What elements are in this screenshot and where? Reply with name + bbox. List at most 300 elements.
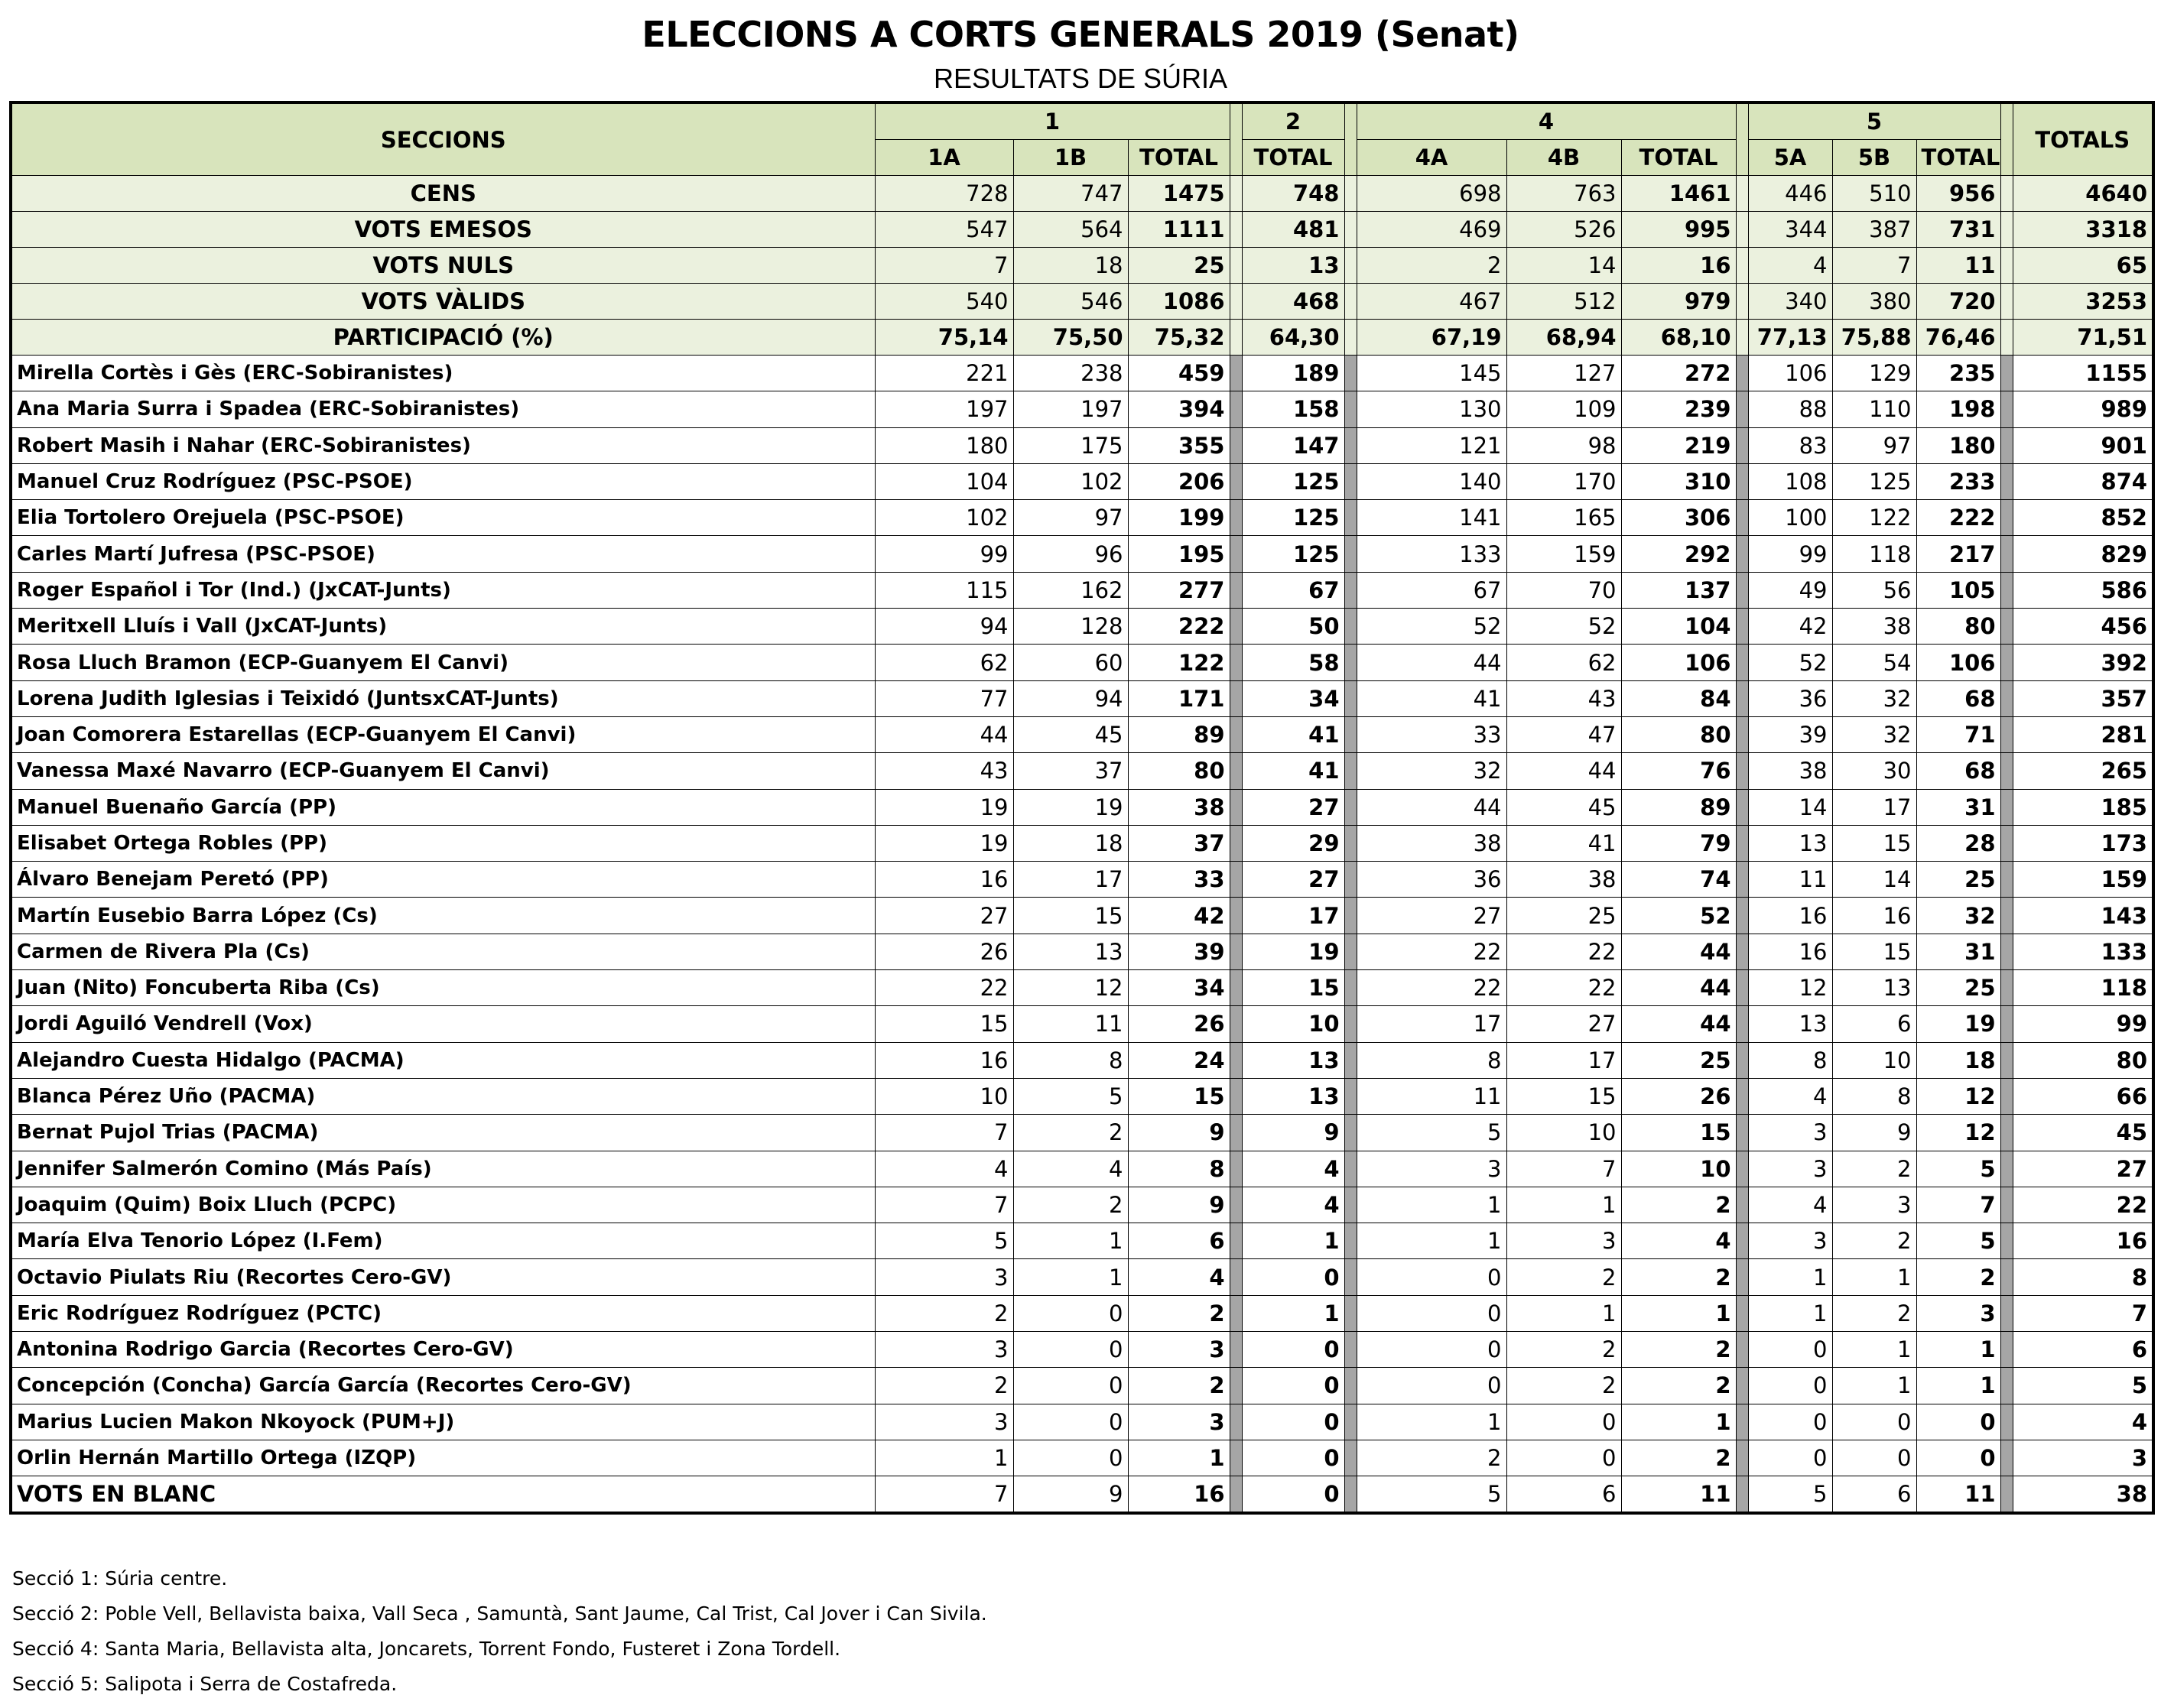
row-label: Mirella Cortès i Gès (ERC-Sobiranistes) xyxy=(11,356,875,391)
cell-value: 852 xyxy=(2013,500,2153,536)
cell-value: 16 xyxy=(875,862,1013,898)
cell-value: 22 xyxy=(875,970,1013,1006)
cell-value: 17 xyxy=(1832,789,1916,825)
row-label: Elia Tortolero Orejuela (PSC-PSOE) xyxy=(11,500,875,536)
cell-value: 0 xyxy=(1013,1368,1128,1404)
cell-value: 79 xyxy=(1621,825,1736,861)
cell-value: 199 xyxy=(1128,500,1230,536)
cell-value: 75,88 xyxy=(1832,320,1916,356)
cell-value: 0 xyxy=(1916,1440,2000,1476)
cell-value: 1 xyxy=(1621,1404,1736,1440)
cell-value: 5 xyxy=(1013,1078,1128,1114)
column-divider xyxy=(1344,1476,1357,1514)
cell-value: 22 xyxy=(2013,1187,2153,1223)
column-divider xyxy=(1230,609,1242,645)
cell-value: 468 xyxy=(1242,284,1344,320)
cell-value: 12 xyxy=(1748,970,1832,1006)
column-divider xyxy=(1736,427,1748,463)
cell-value: 459 xyxy=(1128,356,1230,391)
cell-value: 11 xyxy=(1916,1476,2000,1514)
cell-value: 38 xyxy=(2013,1476,2153,1514)
summary-row xyxy=(11,320,2153,356)
cell-value: 0 xyxy=(1242,1476,1344,1514)
cell-value: 99 xyxy=(2013,1006,2153,1042)
cell-value: 9 xyxy=(1128,1115,1230,1151)
cell-value: 344 xyxy=(1748,212,1832,248)
cell-value: 747 xyxy=(1013,176,1128,212)
column-divider xyxy=(2000,284,2013,320)
cell-value: 159 xyxy=(2013,862,2153,898)
column-divider xyxy=(2000,356,2013,391)
candidate-row xyxy=(11,680,2153,716)
cell-value: 31 xyxy=(1916,789,2000,825)
column-divider xyxy=(1344,1332,1357,1368)
cell-value: 0 xyxy=(1832,1404,1916,1440)
cell-value: 467 xyxy=(1357,284,1506,320)
cell-value: 36 xyxy=(1357,862,1506,898)
cell-value: 34 xyxy=(1242,680,1344,716)
cell-value: 39 xyxy=(1128,934,1230,969)
cell-value: 56 xyxy=(1832,572,1916,608)
row-label: Vanessa Maxé Navarro (ECP-Guanyem El Canvi) xyxy=(11,753,875,789)
cell-value: 15 xyxy=(875,1006,1013,1042)
cell-value: 27 xyxy=(2013,1151,2153,1187)
candidate-row xyxy=(11,1115,2153,1151)
row-label: Ana Maria Surra i Spadea (ERC-Sobiranistes) xyxy=(11,391,875,427)
row-label: Roger Español i Tor (Ind.) (JxCAT-Junts) xyxy=(11,572,875,608)
column-divider xyxy=(2000,1295,2013,1331)
column-divider xyxy=(1344,536,1357,572)
cell-value: 52 xyxy=(1357,609,1506,645)
cell-value: 6 xyxy=(2013,1332,2153,1368)
cell-value: 0 xyxy=(1748,1368,1832,1404)
cell-value: 3 xyxy=(1748,1151,1832,1187)
cell-value: 52 xyxy=(1748,645,1832,680)
cell-value: 720 xyxy=(1916,284,2000,320)
cell-value: 7 xyxy=(2013,1295,2153,1331)
cell-value: 88 xyxy=(1748,391,1832,427)
cell-value: 145 xyxy=(1357,356,1506,391)
column-divider xyxy=(1230,1332,1242,1368)
row-label: Elisabet Ortega Robles (PP) xyxy=(11,825,875,861)
cell-value: 68 xyxy=(1916,680,2000,716)
cell-value: 30 xyxy=(1832,753,1916,789)
cell-value: 75,32 xyxy=(1128,320,1230,356)
column-divider xyxy=(1230,1259,1242,1295)
cell-value: 197 xyxy=(1013,391,1128,427)
cell-value: 222 xyxy=(1916,500,2000,536)
header-totals: TOTALS xyxy=(2013,102,2153,176)
cell-value: 89 xyxy=(1621,789,1736,825)
cell-value: 71 xyxy=(1916,716,2000,752)
cell-value: 17 xyxy=(1242,898,1344,934)
cell-value: 99 xyxy=(875,536,1013,572)
row-label: VOTS EMESOS xyxy=(11,212,875,248)
cell-value: 5 xyxy=(1357,1476,1506,1514)
column-divider xyxy=(1736,789,1748,825)
cell-value: 2 xyxy=(1832,1295,1916,1331)
column-divider xyxy=(2000,1223,2013,1259)
cell-value: 41 xyxy=(1242,753,1344,789)
candidate-row xyxy=(11,753,2153,789)
candidate-row xyxy=(11,1042,2153,1078)
cell-value: 75,14 xyxy=(875,320,1013,356)
cell-value: 16 xyxy=(1748,934,1832,969)
column-divider xyxy=(1344,934,1357,969)
cell-value: 24 xyxy=(1128,1042,1230,1078)
cell-value: 99 xyxy=(1748,536,1832,572)
summary-row xyxy=(11,176,2153,212)
cell-value: 206 xyxy=(1128,463,1230,499)
row-label: Manuel Buenaño García (PP) xyxy=(11,789,875,825)
summary-row xyxy=(11,248,2153,284)
column-divider xyxy=(2000,1006,2013,1042)
header-subcol-5-total: TOTAL xyxy=(1916,140,2000,176)
cell-value: 2 xyxy=(1013,1115,1128,1151)
header-group-5: 5 xyxy=(1748,102,2000,140)
column-divider xyxy=(1230,1115,1242,1151)
cell-value: 7 xyxy=(1506,1151,1621,1187)
cell-value: 12 xyxy=(1916,1078,2000,1114)
column-divider xyxy=(1736,536,1748,572)
cell-value: 265 xyxy=(2013,753,2153,789)
cell-value: 19 xyxy=(1242,934,1344,969)
column-divider xyxy=(1230,102,1242,176)
cell-value: 180 xyxy=(875,427,1013,463)
summary-row xyxy=(11,212,2153,248)
cell-value: 387 xyxy=(1832,212,1916,248)
header-subcol-4-total: TOTAL xyxy=(1621,140,1736,176)
cell-value: 13 xyxy=(1832,970,1916,1006)
cell-value: 15 xyxy=(1832,825,1916,861)
cell-value: 2 xyxy=(1013,1187,1128,1223)
candidate-row xyxy=(11,1259,2153,1295)
row-label: Meritxell Lluís i Vall (JxCAT-Junts) xyxy=(11,609,875,645)
cell-value: 189 xyxy=(1242,356,1344,391)
cell-value: 272 xyxy=(1621,356,1736,391)
cell-value: 0 xyxy=(1013,1440,1128,1476)
cell-value: 94 xyxy=(1013,680,1128,716)
row-label: CENS xyxy=(11,176,875,212)
column-divider xyxy=(1230,248,1242,284)
column-divider xyxy=(2000,1440,2013,1476)
cell-value: 118 xyxy=(1832,536,1916,572)
cell-value: 68,10 xyxy=(1621,320,1736,356)
table-header xyxy=(11,102,2153,176)
cell-value: 102 xyxy=(1013,463,1128,499)
column-divider xyxy=(1344,356,1357,391)
column-divider xyxy=(1736,825,1748,861)
cell-value: 71,51 xyxy=(2013,320,2153,356)
cell-value: 104 xyxy=(875,463,1013,499)
column-divider xyxy=(1230,753,1242,789)
column-divider xyxy=(1344,789,1357,825)
cell-value: 238 xyxy=(1013,356,1128,391)
cell-value: 19 xyxy=(875,789,1013,825)
cell-value: 0 xyxy=(1357,1295,1506,1331)
cell-value: 34 xyxy=(1128,970,1230,1006)
column-divider xyxy=(1230,645,1242,680)
cell-value: 3 xyxy=(875,1259,1013,1295)
cell-value: 26 xyxy=(1621,1078,1736,1114)
column-divider xyxy=(1230,1151,1242,1187)
cell-value: 6 xyxy=(1128,1223,1230,1259)
header-group-2: 2 xyxy=(1242,102,1344,140)
row-label: Joan Comorera Estarellas (ECP-Guanyem El Canvi) xyxy=(11,716,875,752)
candidate-row xyxy=(11,391,2153,427)
cell-value: 77 xyxy=(875,680,1013,716)
footnote: Secció 1: Súria centre. xyxy=(12,1567,228,1589)
cell-value: 15 xyxy=(1013,898,1128,934)
cell-value: 62 xyxy=(1506,645,1621,680)
column-divider xyxy=(2000,1078,2013,1114)
cell-value: 94 xyxy=(875,609,1013,645)
cell-value: 11 xyxy=(1013,1006,1128,1042)
cell-value: 4 xyxy=(1242,1151,1344,1187)
column-divider xyxy=(2000,1368,2013,1404)
cell-value: 3 xyxy=(875,1404,1013,1440)
cell-value: 2 xyxy=(875,1368,1013,1404)
cell-value: 18 xyxy=(1013,248,1128,284)
cell-value: 10 xyxy=(1242,1006,1344,1042)
cell-value: 175 xyxy=(1013,427,1128,463)
column-divider xyxy=(1736,500,1748,536)
column-divider xyxy=(1736,1187,1748,1223)
column-divider xyxy=(1344,500,1357,536)
candidate-row xyxy=(11,716,2153,752)
column-divider xyxy=(1230,1078,1242,1114)
candidate-row xyxy=(11,1078,2153,1114)
column-divider xyxy=(2000,789,2013,825)
header-subcol-5a: 5A xyxy=(1748,140,1832,176)
cell-value: 25 xyxy=(1621,1042,1736,1078)
cell-value: 25 xyxy=(1916,970,2000,1006)
cell-value: 110 xyxy=(1832,391,1916,427)
column-divider xyxy=(1230,463,1242,499)
cell-value: 380 xyxy=(1832,284,1916,320)
column-divider xyxy=(1736,680,1748,716)
cell-value: 0 xyxy=(1748,1404,1832,1440)
column-divider xyxy=(2000,753,2013,789)
cell-value: 170 xyxy=(1506,463,1621,499)
column-divider xyxy=(1736,1006,1748,1042)
cell-value: 52 xyxy=(1506,609,1621,645)
cell-value: 122 xyxy=(1832,500,1916,536)
cell-value: 1155 xyxy=(2013,356,2153,391)
candidate-row xyxy=(11,572,2153,608)
cell-value: 564 xyxy=(1013,212,1128,248)
cell-value: 15 xyxy=(1242,970,1344,1006)
cell-value: 1086 xyxy=(1128,284,1230,320)
column-divider xyxy=(1736,1295,1748,1331)
cell-value: 0 xyxy=(1748,1332,1832,1368)
cell-value: 158 xyxy=(1242,391,1344,427)
cell-value: 74 xyxy=(1621,862,1736,898)
column-divider xyxy=(2000,427,2013,463)
column-divider xyxy=(1344,176,1357,212)
cell-value: 22 xyxy=(1506,970,1621,1006)
cell-value: 162 xyxy=(1013,572,1128,608)
cell-value: 6 xyxy=(1506,1476,1621,1514)
row-label: Jordi Aguiló Vendrell (Vox) xyxy=(11,1006,875,1042)
column-divider xyxy=(1736,1223,1748,1259)
cell-value: 13 xyxy=(1748,1006,1832,1042)
cell-value: 42 xyxy=(1128,898,1230,934)
cell-value: 129 xyxy=(1832,356,1916,391)
cell-value: 239 xyxy=(1621,391,1736,427)
header-subcol-1-total: TOTAL xyxy=(1128,140,1230,176)
column-divider xyxy=(2000,1332,2013,1368)
cell-value: 147 xyxy=(1242,427,1344,463)
column-divider xyxy=(1344,1440,1357,1476)
candidate-row xyxy=(11,1368,2153,1404)
cell-value: 115 xyxy=(875,572,1013,608)
cell-value: 41 xyxy=(1242,716,1344,752)
cell-value: 11 xyxy=(1621,1476,1736,1514)
row-label: Lorena Judith Iglesias i Teixidó (JuntsxCAT-Junts) xyxy=(11,680,875,716)
cell-value: 18 xyxy=(1916,1042,2000,1078)
cell-value: 58 xyxy=(1242,645,1344,680)
cell-value: 26 xyxy=(1128,1006,1230,1042)
cell-value: 97 xyxy=(1013,500,1128,536)
cell-value: 122 xyxy=(1128,645,1230,680)
column-divider xyxy=(1230,284,1242,320)
column-divider xyxy=(1230,1295,1242,1331)
candidate-row xyxy=(11,356,2153,391)
column-divider xyxy=(2000,536,2013,572)
cell-value: 3 xyxy=(1748,1223,1832,1259)
cell-value: 185 xyxy=(2013,789,2153,825)
cell-value: 130 xyxy=(1357,391,1506,427)
column-divider xyxy=(1344,862,1357,898)
cell-value: 4 xyxy=(1128,1259,1230,1295)
cell-value: 1 xyxy=(1013,1223,1128,1259)
cell-value: 36 xyxy=(1748,680,1832,716)
cell-value: 16 xyxy=(1748,898,1832,934)
column-divider xyxy=(1344,391,1357,427)
cell-value: 4 xyxy=(1748,1078,1832,1114)
page-subtitle: RESULTATS DE SÚRIA xyxy=(933,63,1228,94)
cell-value: 0 xyxy=(1832,1440,1916,1476)
cell-value: 392 xyxy=(2013,645,2153,680)
cell-value: 0 xyxy=(1506,1404,1621,1440)
cell-value: 901 xyxy=(2013,427,2153,463)
candidate-row xyxy=(11,500,2153,536)
row-label: Robert Masih i Nahar (ERC-Sobiranistes) xyxy=(11,427,875,463)
cell-value: 11 xyxy=(1357,1078,1506,1114)
cell-value: 7 xyxy=(1832,248,1916,284)
cell-value: 4 xyxy=(1748,248,1832,284)
cell-value: 8 xyxy=(2013,1259,2153,1295)
cell-value: 1 xyxy=(1506,1295,1621,1331)
cell-value: 44 xyxy=(1357,645,1506,680)
cell-value: 106 xyxy=(1621,645,1736,680)
cell-value: 2 xyxy=(1916,1259,2000,1295)
column-divider xyxy=(1230,825,1242,861)
column-divider xyxy=(2000,391,2013,427)
column-divider xyxy=(1230,356,1242,391)
cell-value: 15 xyxy=(1621,1115,1736,1151)
footnotes xyxy=(12,1561,987,1702)
cell-value: 3318 xyxy=(2013,212,2153,248)
cell-value: 38 xyxy=(1832,609,1916,645)
cell-value: 5 xyxy=(1916,1151,2000,1187)
column-divider xyxy=(1230,427,1242,463)
candidate-row xyxy=(11,789,2153,825)
cell-value: 173 xyxy=(2013,825,2153,861)
cell-value: 62 xyxy=(875,645,1013,680)
cell-value: 3 xyxy=(875,1332,1013,1368)
cell-value: 133 xyxy=(1357,536,1506,572)
cell-value: 44 xyxy=(875,716,1013,752)
candidate-row xyxy=(11,898,2153,934)
cell-value: 0 xyxy=(1357,1368,1506,1404)
row-label: Jennifer Salmerón Comino (Más País) xyxy=(11,1151,875,1187)
cell-value: 9 xyxy=(1242,1115,1344,1151)
cell-value: 1461 xyxy=(1621,176,1736,212)
row-label: Juan (Nito) Foncuberta Riba (Cs) xyxy=(11,970,875,1006)
cell-value: 96 xyxy=(1013,536,1128,572)
cell-value: 8 xyxy=(1832,1078,1916,1114)
column-divider xyxy=(1230,391,1242,427)
cell-value: 102 xyxy=(875,500,1013,536)
cell-value: 76,46 xyxy=(1916,320,2000,356)
cell-value: 6 xyxy=(1832,1006,1916,1042)
cell-value: 133 xyxy=(2013,934,2153,969)
column-divider xyxy=(1344,970,1357,1006)
cell-value: 9 xyxy=(1013,1476,1128,1514)
results-table xyxy=(9,101,2155,1515)
cell-value: 7 xyxy=(875,1476,1013,1514)
column-divider xyxy=(1230,1476,1242,1514)
cell-value: 1 xyxy=(1128,1440,1230,1476)
cell-value: 4 xyxy=(1621,1223,1736,1259)
column-divider xyxy=(1344,102,1357,176)
cell-value: 340 xyxy=(1748,284,1832,320)
cell-value: 128 xyxy=(1013,609,1128,645)
cell-value: 39 xyxy=(1748,716,1832,752)
cell-value: 100 xyxy=(1748,500,1832,536)
cell-value: 38 xyxy=(1748,753,1832,789)
candidate-row xyxy=(11,862,2153,898)
column-divider xyxy=(1736,609,1748,645)
cell-value: 3 xyxy=(1506,1223,1621,1259)
column-divider xyxy=(1230,898,1242,934)
cell-value: 1 xyxy=(1832,1332,1916,1368)
cell-value: 1475 xyxy=(1128,176,1230,212)
cell-value: 586 xyxy=(2013,572,2153,608)
table-body xyxy=(11,176,2153,1514)
column-divider xyxy=(1230,1042,1242,1078)
header-subcol-5b: 5B xyxy=(1832,140,1916,176)
cell-value: 45 xyxy=(1506,789,1621,825)
column-divider xyxy=(1736,356,1748,391)
cell-value: 10 xyxy=(1621,1151,1736,1187)
cell-value: 45 xyxy=(1013,716,1128,752)
cell-value: 0 xyxy=(1748,1440,1832,1476)
column-divider xyxy=(1344,1042,1357,1078)
column-divider xyxy=(1736,1332,1748,1368)
cell-value: 19 xyxy=(1916,1006,2000,1042)
cell-value: 97 xyxy=(1832,427,1916,463)
cell-value: 14 xyxy=(1506,248,1621,284)
column-divider xyxy=(1344,1078,1357,1114)
candidate-row xyxy=(11,970,2153,1006)
column-divider xyxy=(1736,248,1748,284)
column-divider xyxy=(1736,102,1748,176)
cell-value: 0 xyxy=(1357,1259,1506,1295)
page-title: ELECCIONS A CORTS GENERALS 2019 (Senat) xyxy=(642,14,1519,55)
